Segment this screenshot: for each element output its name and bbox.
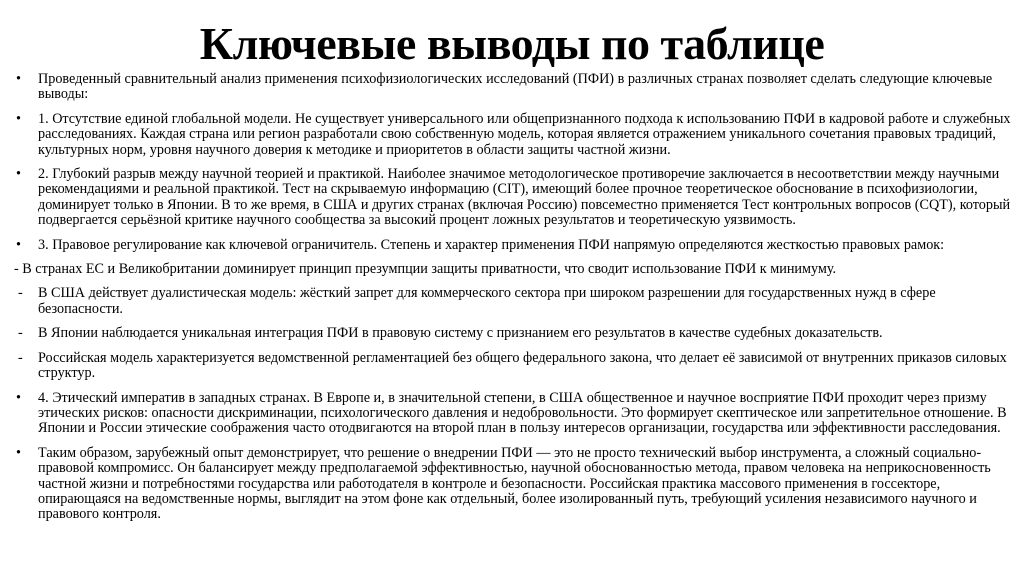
sub-item-text: - В странах ЕС и Великобритании доминирует принцип презумпции защиты приватности, что сводит использование ПФИ к минимуму. [14, 261, 837, 278]
dash-marker: - [18, 285, 23, 302]
bullet-point-1 [14, 112, 1014, 158]
bullet-marker: • [16, 389, 21, 406]
sub-item-usa [14, 286, 1014, 317]
slide-title: Ключевые выводы по таблице [199, 18, 825, 69]
bullet-text: 1. Отсутствие единой глобальной модели. Не существует универсального или общепризнанного подхода к использованию ПФИ в кадровой работе и служебных расследованиях. Каждая страна или регион разработали свою собственную модель, которая является отражением уникального сочетания правовых традиций, культурных норм, уровня научного доверия к методике и приоритетов в области защиты частной жизни. [38, 110, 1011, 158]
bullet-marker: • [16, 444, 21, 461]
slide-body [14, 72, 1014, 532]
bullet-marker: • [16, 166, 21, 183]
bullet-text: 2. Глубокий разрыв между научной теорией и практикой. Наиболее значимое методологическое противоречие заключается в несоответствии между научными рекомендациями и реальной практикой. Тест на скрываемую информацию (CIT), имеющий более прочное теоретическое обоснование в психофизиологии, доминирует только в Японии. В то же время, в США и других странах (включая Россию) повсеместно применяется Тест контрольных вопросов (CQT), который подвергается серьёзной критике научного сообщества за высокий процент ложных результатов и теоретическую уязвимость. [38, 166, 1011, 229]
bullet-intro [14, 72, 1014, 103]
bullet-text: Таким образом, зарубежный опыт демонстрирует, что решение о внедрении ПФИ — это не просто технический выбор инструмента, а сложный социально-правовой компромисс. Он балансирует между предполагаемой эффективностью, научной обоснованностью метода, правом человека на неприкосновенность частной жизни и потребностями государства или работодателя в контроле и безопасности. Российская практика массового применения в госсекторе, опирающаяся на ведомственные нормы, выглядит на этом фоне как отдельный, более изолированный путь, требующий усиления независимого научного и правового контроля. [38, 444, 991, 523]
bullet-conclusion [14, 446, 1014, 523]
sub-item-text: Российская модель характеризуется ведомственной регламентацией без общего федерального закона, что делает её зависимой от внутренних приказов силовых структур. [38, 349, 1007, 382]
dash-marker: - [18, 349, 23, 366]
sub-item-eu [14, 262, 1014, 277]
bullet-text: 3. Правовое регулирование как ключевой ограничитель. Степень и характер применения ПФИ напрямую определяются жесткостью правовых рамок: [38, 236, 945, 253]
bullet-point-2 [14, 167, 1014, 229]
bullet-text: Проведенный сравнительный анализ применения психофизиологических исследований (ПФИ) в различных странах позволяет сделать следующие ключевые выводы: [38, 71, 993, 103]
dash-marker: - [18, 325, 23, 342]
sub-item-text: В США действует дуалистическая модель: жёсткий запрет для коммерческого сектора при широком разрешении для государственных нужд в сфере безопасности. [38, 285, 936, 317]
sub-item-text: В Японии наблюдается уникальная интеграция ПФИ в правовую систему с признанием его результатов в качестве судебных доказательств. [38, 325, 883, 342]
bullet-marker: • [16, 110, 21, 127]
bullet-marker: • [16, 236, 21, 253]
sub-item-japan [14, 326, 1014, 341]
bullet-text: 4. Этический императив в западных странах. В Европе и, в значительной степени, в США общественное и научное восприятие ПФИ проходит через призму этических рисков: опасности дискриминации, психологического давления и недобровольности. Это формирует скептическое или запретительное отношение. В Японии и России этические соображения часто отодвигаются на второй план в пользу интересов организации, государства или эффективности расследования. [38, 389, 1007, 437]
sub-item-russia [14, 351, 1014, 382]
bullet-point-4 [14, 391, 1014, 437]
bullet-point-3 [14, 238, 1014, 253]
bullet-marker: • [16, 71, 21, 87]
